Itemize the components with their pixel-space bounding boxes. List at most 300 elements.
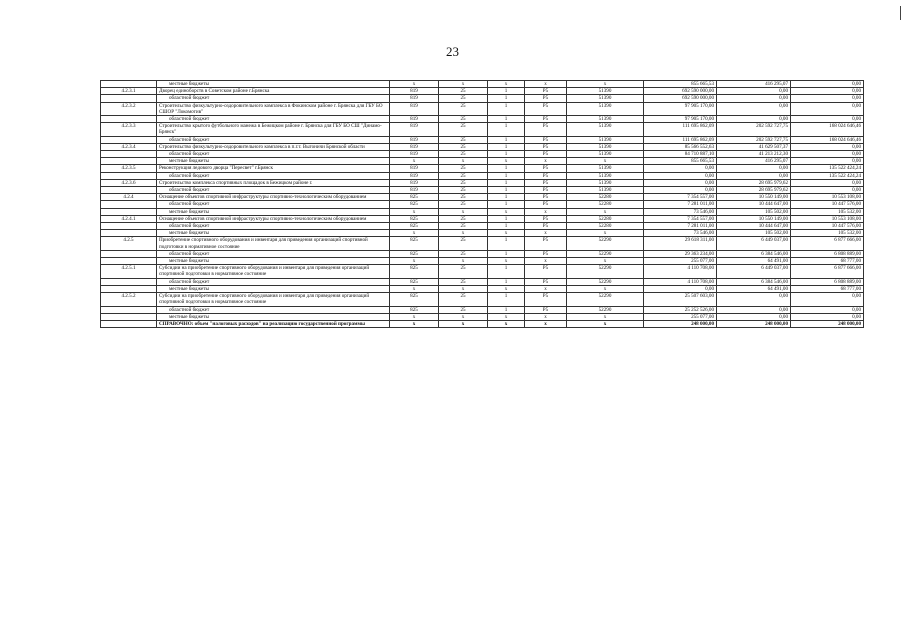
amount-col3-cell: 0,00 <box>791 102 864 115</box>
amount-col1-cell: 25 252 526,00 <box>644 306 717 313</box>
code-project-cell: x <box>525 285 567 292</box>
amount-col3-cell: 68 777,00 <box>791 285 864 292</box>
budget-table <box>100 80 864 328</box>
code-gr-cell: x <box>390 81 439 88</box>
code-gr-cell: x <box>390 208 439 215</box>
code-subsection-cell: 1 <box>488 88 525 95</box>
description-cell: областной бюджет <box>157 116 390 123</box>
code-subsection-cell: x <box>488 258 525 265</box>
amount-col2-cell: 0,00 <box>717 313 791 320</box>
amount-col2-cell: 10 550 149,00 <box>717 194 791 201</box>
code-gr-cell: 825 <box>390 306 439 313</box>
table-row <box>101 215 864 222</box>
amount-col3-cell: 168 024 646,46 <box>791 136 864 143</box>
code-section-cell: 25 <box>439 201 488 208</box>
code-direction-cell: 52290 <box>567 237 644 250</box>
amount-col2-cell: 0,00 <box>717 293 791 306</box>
amount-col3-cell: 6 877 666,00 <box>791 265 864 278</box>
description-cell: местные бюджеты <box>157 313 390 320</box>
amount-col1-cell: 692 590 000,00 <box>644 88 717 95</box>
amount-col3-cell: 135 522 424,24 <box>791 172 864 179</box>
code-gr-cell: 819 <box>390 165 439 172</box>
amount-col1-cell: 7 281 011,00 <box>644 201 717 208</box>
code-project-cell: Р5 <box>525 250 567 257</box>
amount-col1-cell: 0,00 <box>644 172 717 179</box>
code-direction-cell: x <box>567 258 644 265</box>
amount-col3-cell: 0,00 <box>791 116 864 123</box>
code-subsection-cell: 1 <box>488 306 525 313</box>
table-row <box>101 95 864 102</box>
amount-col1-cell: 29 618 311,00 <box>644 237 717 250</box>
amount-col3-cell: 10 447 576,00 <box>791 223 864 230</box>
description-cell: областной бюджет <box>157 95 390 102</box>
table-row <box>101 258 864 265</box>
code-section-cell: 25 <box>439 293 488 306</box>
code-gr-cell: 825 <box>390 201 439 208</box>
description-cell: областной бюджет <box>157 172 390 179</box>
amount-col2-cell: 41 213 212,30 <box>717 151 791 158</box>
description-cell: СПРАВОЧНО: объем "налоговых расходов" на реализацию государственной программы <box>157 320 390 327</box>
description-cell: Строительство крытого футбольного манежа в Бежицком районе г. Брянска для ГБУ БО СШ "Динамо-Брянск" <box>157 123 390 136</box>
amount-col3-cell: 10 447 576,00 <box>791 201 864 208</box>
code-direction-cell: 51390 <box>567 136 644 143</box>
code-project-cell: x <box>525 208 567 215</box>
code-gr-cell: 819 <box>390 88 439 95</box>
description-cell: областной бюджет <box>157 250 390 257</box>
amount-col2-cell: 64 491,00 <box>717 258 791 265</box>
description-cell: местные бюджеты <box>157 258 390 265</box>
code-subsection-cell: 1 <box>488 293 525 306</box>
code-subsection-cell: 1 <box>488 237 525 250</box>
description-cell: местные бюджеты <box>157 81 390 88</box>
code-section-cell: 25 <box>439 165 488 172</box>
code-project-cell: Р5 <box>525 88 567 95</box>
row-number-cell <box>101 187 157 194</box>
code-subsection-cell: 1 <box>488 136 525 143</box>
amount-col3-cell: 135 522 424,24 <box>791 165 864 172</box>
budget-table-body <box>101 81 864 328</box>
amount-col3-cell: 248 000,00 <box>791 320 864 327</box>
code-subsection-cell: 1 <box>488 151 525 158</box>
page-number: 23 <box>446 44 459 59</box>
table-row <box>101 250 864 257</box>
amount-col3-cell: 0,00 <box>791 306 864 313</box>
code-direction-cell: 51390 <box>567 172 644 179</box>
code-subsection-cell: 1 <box>488 95 525 102</box>
code-direction-cell: x <box>567 313 644 320</box>
amount-col2-cell: 0,00 <box>717 95 791 102</box>
amount-col3-cell: 0,00 <box>791 158 864 165</box>
amount-col2-cell: 416 295,07 <box>717 158 791 165</box>
code-gr-cell: 819 <box>390 179 439 186</box>
amount-col2-cell: 28 695 979,62 <box>717 179 791 186</box>
code-project-cell: Р5 <box>525 215 567 222</box>
code-section-cell: 25 <box>439 123 488 136</box>
amount-col1-cell: 7 354 557,00 <box>644 194 717 201</box>
description-cell: областной бюджет <box>157 223 390 230</box>
code-direction-cell: 52280 <box>567 223 644 230</box>
code-section-cell: 25 <box>439 250 488 257</box>
amount-col2-cell: 0,00 <box>717 172 791 179</box>
code-direction-cell: 51390 <box>567 165 644 172</box>
table-row <box>101 278 864 285</box>
description-cell: областной бюджет <box>157 187 390 194</box>
code-subsection-cell: x <box>488 313 525 320</box>
amount-col1-cell: 7 354 557,00 <box>644 215 717 222</box>
code-subsection-cell: 1 <box>488 215 525 222</box>
code-direction-cell: 52290 <box>567 265 644 278</box>
code-project-cell: Р5 <box>525 223 567 230</box>
code-direction-cell: 52280 <box>567 201 644 208</box>
code-project-cell: Р5 <box>525 201 567 208</box>
code-gr-cell: 819 <box>390 102 439 115</box>
code-section-cell: 25 <box>439 95 488 102</box>
code-subsection-cell: 1 <box>488 123 525 136</box>
code-subsection-cell: 1 <box>488 201 525 208</box>
row-number-cell <box>101 136 157 143</box>
amount-col3-cell: 68 777,00 <box>791 258 864 265</box>
row-number-cell <box>101 306 157 313</box>
amount-col2-cell: 10 444 647,00 <box>717 201 791 208</box>
row-number-cell <box>101 313 157 320</box>
amount-col3-cell: 0,00 <box>791 293 864 306</box>
description-cell: Строительство физкультурно-оздоровительного комплекса в Фокинском районе г. Брянска для ГБУ БО СШОР "Локомотив" <box>157 102 390 115</box>
code-gr-cell: 825 <box>390 265 439 278</box>
table-row <box>101 194 864 201</box>
amount-col3-cell: 10 553 108,00 <box>791 215 864 222</box>
code-project-cell: Р5 <box>525 194 567 201</box>
amount-col3-cell: 168 024 646,46 <box>791 123 864 136</box>
amount-col1-cell: 85 566 552,63 <box>644 143 717 150</box>
table-row <box>101 187 864 194</box>
row-number-cell <box>101 116 157 123</box>
row-number-cell <box>101 151 157 158</box>
code-subsection-cell: 1 <box>488 116 525 123</box>
amount-col2-cell: 202 592 727,75 <box>717 123 791 136</box>
amount-col1-cell: 692 590 000,00 <box>644 95 717 102</box>
amount-col2-cell: 6 384 546,00 <box>717 250 791 257</box>
code-project-cell: Р5 <box>525 116 567 123</box>
amount-col3-cell: 0,00 <box>791 95 864 102</box>
code-project-cell: Р5 <box>525 278 567 285</box>
code-section-cell: 25 <box>439 306 488 313</box>
code-subsection-cell: 1 <box>488 187 525 194</box>
table-row <box>101 179 864 186</box>
code-section-cell: 25 <box>439 179 488 186</box>
table-row <box>101 123 864 136</box>
amount-col1-cell: 855 665,53 <box>644 158 717 165</box>
amount-col1-cell: 29 363 234,00 <box>644 250 717 257</box>
amount-col1-cell: 97 905 170,00 <box>644 102 717 115</box>
table-row <box>101 201 864 208</box>
code-gr-cell: x <box>390 313 439 320</box>
code-gr-cell: x <box>390 320 439 327</box>
code-section-cell: x <box>439 158 488 165</box>
code-direction-cell: x <box>567 208 644 215</box>
code-gr-cell: 819 <box>390 123 439 136</box>
code-project-cell: Р5 <box>525 123 567 136</box>
row-number-cell <box>101 223 157 230</box>
amount-col3-cell: 6 877 666,00 <box>791 237 864 250</box>
amount-col2-cell: 6 449 037,00 <box>717 265 791 278</box>
code-direction-cell: x <box>567 320 644 327</box>
code-gr-cell: x <box>390 258 439 265</box>
code-subsection-cell: 1 <box>488 165 525 172</box>
table-row <box>101 88 864 95</box>
amount-col2-cell: 105 502,00 <box>717 230 791 237</box>
amount-col3-cell: 0,00 <box>791 143 864 150</box>
table-row <box>101 265 864 278</box>
description-cell: областной бюджет <box>157 151 390 158</box>
amount-col1-cell: 248 000,00 <box>644 320 717 327</box>
code-gr-cell: 819 <box>390 187 439 194</box>
code-direction-cell: 52280 <box>567 215 644 222</box>
amount-col1-cell: 0,00 <box>644 285 717 292</box>
amount-col1-cell: 73 546,00 <box>644 208 717 215</box>
amount-col1-cell: 255 077,00 <box>644 258 717 265</box>
description-cell: Дворец единоборств в Советском районе г.Брянска <box>157 88 390 95</box>
description-cell: местные бюджеты <box>157 158 390 165</box>
code-gr-cell: 819 <box>390 172 439 179</box>
amount-col3-cell: 0,00 <box>791 81 864 88</box>
code-subsection-cell: 1 <box>488 179 525 186</box>
amount-col3-cell: 0,00 <box>791 88 864 95</box>
amount-col3-cell: 105 532,00 <box>791 208 864 215</box>
description-cell: Реконструкция ледового дворца "Пересвет" г.Брянск <box>157 165 390 172</box>
code-project-cell: x <box>525 320 567 327</box>
code-direction-cell: 52290 <box>567 306 644 313</box>
amount-col1-cell: 855 665,53 <box>644 81 717 88</box>
code-project-cell: Р5 <box>525 95 567 102</box>
code-project-cell: Р5 <box>525 102 567 115</box>
code-direction-cell: 51390 <box>567 151 644 158</box>
row-number-cell <box>101 208 157 215</box>
amount-col2-cell: 0,00 <box>717 116 791 123</box>
code-subsection-cell: x <box>488 81 525 88</box>
table-row <box>101 143 864 150</box>
description-cell: Строительство физкультурно-оздоровительного комплекса в п.г.т. Выгоничи Брянской области <box>157 143 390 150</box>
code-subsection-cell: 1 <box>488 223 525 230</box>
code-section-cell: 25 <box>439 172 488 179</box>
amount-col2-cell: 64 491,00 <box>717 285 791 292</box>
code-subsection-cell: x <box>488 158 525 165</box>
code-project-cell: x <box>525 158 567 165</box>
table-row <box>101 102 864 115</box>
row-number-cell: 4.2.5.2 <box>101 293 157 306</box>
description-cell: Субсидии на приобретение спортивного оборудования и инвентаря для приведения организаций спортивной подготовки в нормативное состояние <box>157 293 390 306</box>
code-subsection-cell: 1 <box>488 102 525 115</box>
amount-col2-cell: 41 629 507,37 <box>717 143 791 150</box>
code-direction-cell: 51390 <box>567 88 644 95</box>
description-cell: областной бюджет <box>157 201 390 208</box>
amount-col1-cell: 0,00 <box>644 179 717 186</box>
code-project-cell: Р5 <box>525 306 567 313</box>
table-row <box>101 151 864 158</box>
code-gr-cell: 825 <box>390 223 439 230</box>
amount-col2-cell: 0,00 <box>717 306 791 313</box>
code-gr-cell: 825 <box>390 293 439 306</box>
code-direction-cell: 51390 <box>567 179 644 186</box>
row-number-cell: 4.2.5 <box>101 237 157 250</box>
code-section-cell: x <box>439 81 488 88</box>
description-cell: местные бюджеты <box>157 208 390 215</box>
amount-col3-cell: 0,00 <box>791 313 864 320</box>
code-section-cell: 25 <box>439 102 488 115</box>
code-direction-cell: 51390 <box>567 123 644 136</box>
amount-col3-cell: 10 553 108,00 <box>791 194 864 201</box>
table-row <box>101 237 864 250</box>
code-direction-cell: 51390 <box>567 102 644 115</box>
table-row <box>101 285 864 292</box>
amount-col2-cell: 10 444 647,00 <box>717 223 791 230</box>
code-subsection-cell: x <box>488 208 525 215</box>
code-section-cell: 25 <box>439 143 488 150</box>
code-gr-cell: 819 <box>390 151 439 158</box>
amount-col3-cell: 6 808 889,00 <box>791 278 864 285</box>
code-subsection-cell: x <box>488 320 525 327</box>
code-direction-cell: 51390 <box>567 143 644 150</box>
code-gr-cell: 819 <box>390 95 439 102</box>
code-direction-cell: 51390 <box>567 95 644 102</box>
code-direction-cell: 52290 <box>567 293 644 306</box>
code-gr-cell: 825 <box>390 194 439 201</box>
row-number-cell <box>101 201 157 208</box>
row-number-cell: 4.2.3.2 <box>101 102 157 115</box>
amount-col3-cell: 0,00 <box>791 151 864 158</box>
amount-col2-cell: 0,00 <box>717 102 791 115</box>
code-gr-cell: x <box>390 285 439 292</box>
code-subsection-cell: 1 <box>488 250 525 257</box>
code-section-cell: x <box>439 230 488 237</box>
amount-col1-cell: 84 710 887,10 <box>644 151 717 158</box>
code-project-cell: x <box>525 258 567 265</box>
row-number-cell <box>101 278 157 285</box>
row-number-cell: 4.2.4.1 <box>101 215 157 222</box>
amount-col1-cell: 7 281 011,00 <box>644 223 717 230</box>
amount-col1-cell: 111 695 862,09 <box>644 123 717 136</box>
code-section-cell: 25 <box>439 88 488 95</box>
code-section-cell: 25 <box>439 278 488 285</box>
code-section-cell: 25 <box>439 187 488 194</box>
table-row <box>101 81 864 88</box>
code-section-cell: x <box>439 208 488 215</box>
code-gr-cell: 819 <box>390 143 439 150</box>
code-gr-cell: x <box>390 158 439 165</box>
amount-col1-cell: 0,00 <box>644 187 717 194</box>
table-row <box>101 165 864 172</box>
amount-col3-cell: 6 808 889,00 <box>791 250 864 257</box>
row-number-cell <box>101 81 157 88</box>
description-cell: местные бюджеты <box>157 230 390 237</box>
row-number-cell <box>101 320 157 327</box>
amount-col1-cell: 111 695 862,09 <box>644 136 717 143</box>
code-section-cell: 25 <box>439 215 488 222</box>
code-gr-cell: 825 <box>390 237 439 250</box>
row-number-cell <box>101 250 157 257</box>
code-subsection-cell: 1 <box>488 265 525 278</box>
code-direction-cell: x <box>567 158 644 165</box>
description-cell: Приобретение спортивного оборудования и инвентаря для приведения организаций спортивной подготовки в нормативное состояние <box>157 237 390 250</box>
amount-col1-cell: 0,00 <box>644 165 717 172</box>
description-cell: областной бюджет <box>157 306 390 313</box>
amount-col1-cell: 4 110 708,00 <box>644 278 717 285</box>
code-project-cell: Р5 <box>525 237 567 250</box>
table-row <box>101 230 864 237</box>
code-direction-cell: 52290 <box>567 250 644 257</box>
code-project-cell: Р5 <box>525 293 567 306</box>
table-row <box>101 313 864 320</box>
amount-col1-cell: 73 546,00 <box>644 230 717 237</box>
code-subsection-cell: 1 <box>488 194 525 201</box>
code-project-cell: Р5 <box>525 136 567 143</box>
row-number-cell: 4.2.4 <box>101 194 157 201</box>
amount-col3-cell: 105 532,00 <box>791 230 864 237</box>
code-direction-cell: 51390 <box>567 116 644 123</box>
code-project-cell: Р5 <box>525 179 567 186</box>
code-project-cell: Р5 <box>525 187 567 194</box>
code-direction-cell: x <box>567 285 644 292</box>
row-number-cell: 4.2.3.6 <box>101 179 157 186</box>
row-number-cell: 4.2.5.1 <box>101 265 157 278</box>
code-section-cell: 25 <box>439 237 488 250</box>
description-cell: Строительство комплекса спортивных площадок в Бежицком районе г. <box>157 179 390 186</box>
code-gr-cell: 819 <box>390 136 439 143</box>
code-direction-cell: x <box>567 230 644 237</box>
code-gr-cell: x <box>390 230 439 237</box>
description-cell: Оснащение объектов спортивной инфраструктуры спортивно-технологическим оборудованием <box>157 215 390 222</box>
code-section-cell: x <box>439 285 488 292</box>
code-section-cell: 25 <box>439 223 488 230</box>
row-number-cell: 4.2.3.1 <box>101 88 157 95</box>
row-number-cell: 4.2.3.3 <box>101 123 157 136</box>
row-number-cell <box>101 285 157 292</box>
amount-col2-cell: 416 295,07 <box>717 81 791 88</box>
table-row <box>101 136 864 143</box>
description-cell: Оснащение объектов спортивной инфраструктуры спортивно-технологическим оборудованием <box>157 194 390 201</box>
code-gr-cell: 825 <box>390 250 439 257</box>
code-gr-cell: 825 <box>390 215 439 222</box>
code-project-cell: Р5 <box>525 165 567 172</box>
row-number-cell <box>101 95 157 102</box>
code-project-cell: x <box>525 81 567 88</box>
code-section-cell: 25 <box>439 194 488 201</box>
amount-col2-cell: 202 592 727,75 <box>717 136 791 143</box>
code-project-cell: Р5 <box>525 143 567 150</box>
table-row <box>101 320 864 327</box>
description-cell: областной бюджет <box>157 278 390 285</box>
code-section-cell: 25 <box>439 116 488 123</box>
page-edge-mark <box>900 6 901 20</box>
amount-col2-cell: 0,00 <box>717 88 791 95</box>
code-subsection-cell: 1 <box>488 278 525 285</box>
code-section-cell: x <box>439 258 488 265</box>
code-subsection-cell: x <box>488 285 525 292</box>
code-project-cell: Р5 <box>525 172 567 179</box>
code-direction-cell: 51390 <box>567 187 644 194</box>
code-direction-cell: 52290 <box>567 278 644 285</box>
code-section-cell: x <box>439 313 488 320</box>
amount-col3-cell: 0,00 <box>791 179 864 186</box>
code-section-cell: 25 <box>439 136 488 143</box>
row-number-cell: 4.2.3.4 <box>101 143 157 150</box>
table-row <box>101 172 864 179</box>
amount-col1-cell: 4 110 708,00 <box>644 265 717 278</box>
amount-col2-cell: 0,00 <box>717 165 791 172</box>
table-row <box>101 223 864 230</box>
amount-col1-cell: 97 905 170,00 <box>644 116 717 123</box>
code-section-cell: 25 <box>439 265 488 278</box>
row-number-cell <box>101 172 157 179</box>
